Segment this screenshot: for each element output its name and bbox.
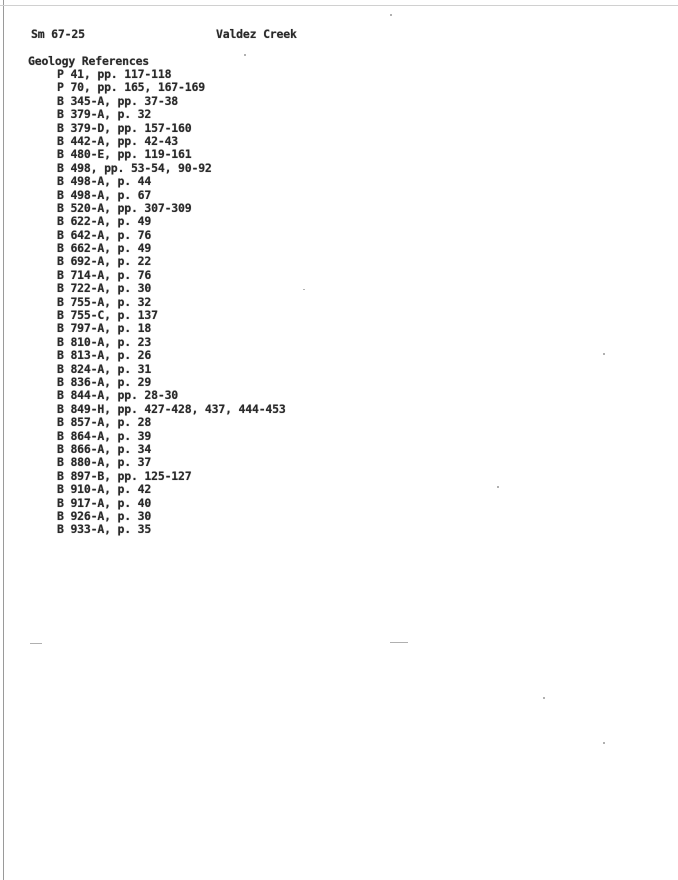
scan-mark bbox=[30, 643, 42, 644]
document-id: Sm 67-25 bbox=[31, 27, 85, 41]
reference-entry: B 498-A, p. 67 bbox=[57, 187, 152, 202]
scan-speck bbox=[603, 353, 605, 355]
scan-speck bbox=[603, 742, 605, 744]
reference-list bbox=[57, 68, 286, 537]
reference-entry: B 480-E, pp. 119-161 bbox=[57, 147, 192, 162]
page-top-edge bbox=[0, 5, 678, 6]
reference-entry: B 864-A, p. 39 bbox=[57, 428, 152, 443]
reference-entry: B 824-A, p. 31 bbox=[57, 361, 152, 376]
scan-speck bbox=[244, 54, 246, 56]
reference-entry: P 41, pp. 117-118 bbox=[57, 67, 172, 81]
reference-entry: B 520-A, pp. 307-309 bbox=[57, 200, 192, 215]
reference-entry: B 379-A, p. 32 bbox=[57, 107, 152, 122]
reference-entry: B 642-A, p. 76 bbox=[57, 227, 152, 242]
reference-entry: B 836-A, p. 29 bbox=[57, 374, 152, 389]
scan-speck bbox=[543, 697, 545, 699]
reference-entry: B 379-D, pp. 157-160 bbox=[57, 120, 192, 135]
reference-entry: B 622-A, p. 49 bbox=[57, 214, 152, 229]
reference-entry: B 844-A, pp. 28-30 bbox=[57, 388, 179, 403]
reference-entry: B 755-C, p. 137 bbox=[57, 308, 158, 323]
reference-entry: B 755-A, p. 32 bbox=[57, 294, 152, 309]
scan-speck bbox=[390, 14, 392, 16]
document-title: Valdez Creek bbox=[216, 27, 297, 41]
reference-entry: B 722-A, p. 30 bbox=[57, 281, 152, 296]
reference-entry: B 933-A, p. 35 bbox=[57, 522, 152, 537]
reference-entry: B 910-A, p. 42 bbox=[57, 482, 152, 497]
reference-entry: B 849-H, pp. 427-428, 437, 444-453 bbox=[57, 401, 286, 416]
reference-entry: B 498, pp. 53-54, 90-92 bbox=[57, 160, 212, 175]
reference-entry: B 714-A, p. 76 bbox=[57, 267, 152, 282]
reference-entry: B 813-A, p. 26 bbox=[57, 348, 152, 363]
reference-entry: B 442-A, pp. 42-43 bbox=[57, 133, 179, 148]
reference-entry: B 692-A, p. 22 bbox=[57, 254, 152, 269]
page-left-edge bbox=[3, 0, 4, 880]
reference-entry: B 880-A, p. 37 bbox=[57, 455, 152, 470]
reference-entry: B 662-A, p. 49 bbox=[57, 241, 152, 256]
scan-speck bbox=[497, 486, 499, 488]
reference-entry: B 917-A, p. 40 bbox=[57, 495, 152, 510]
reference-entry: B 866-A, p. 34 bbox=[57, 441, 152, 456]
scan-speck bbox=[303, 289, 305, 290]
reference-entry: B 498-A, p. 44 bbox=[57, 174, 152, 189]
reference-entry: B 897-B, pp. 125-127 bbox=[57, 468, 192, 483]
reference-entry: B 797-A, p. 18 bbox=[57, 321, 152, 336]
section-heading: Geology References bbox=[28, 54, 150, 68]
reference-entry: B 345-A, pp. 37-38 bbox=[57, 93, 179, 108]
reference-entry: B 926-A, p. 30 bbox=[57, 508, 152, 523]
scan-mark bbox=[390, 642, 408, 643]
reference-entry: B 857-A, p. 28 bbox=[57, 415, 152, 430]
reference-entry: B 810-A, p. 23 bbox=[57, 334, 152, 349]
reference-entry: P 70, pp. 165, 167-169 bbox=[57, 80, 205, 95]
